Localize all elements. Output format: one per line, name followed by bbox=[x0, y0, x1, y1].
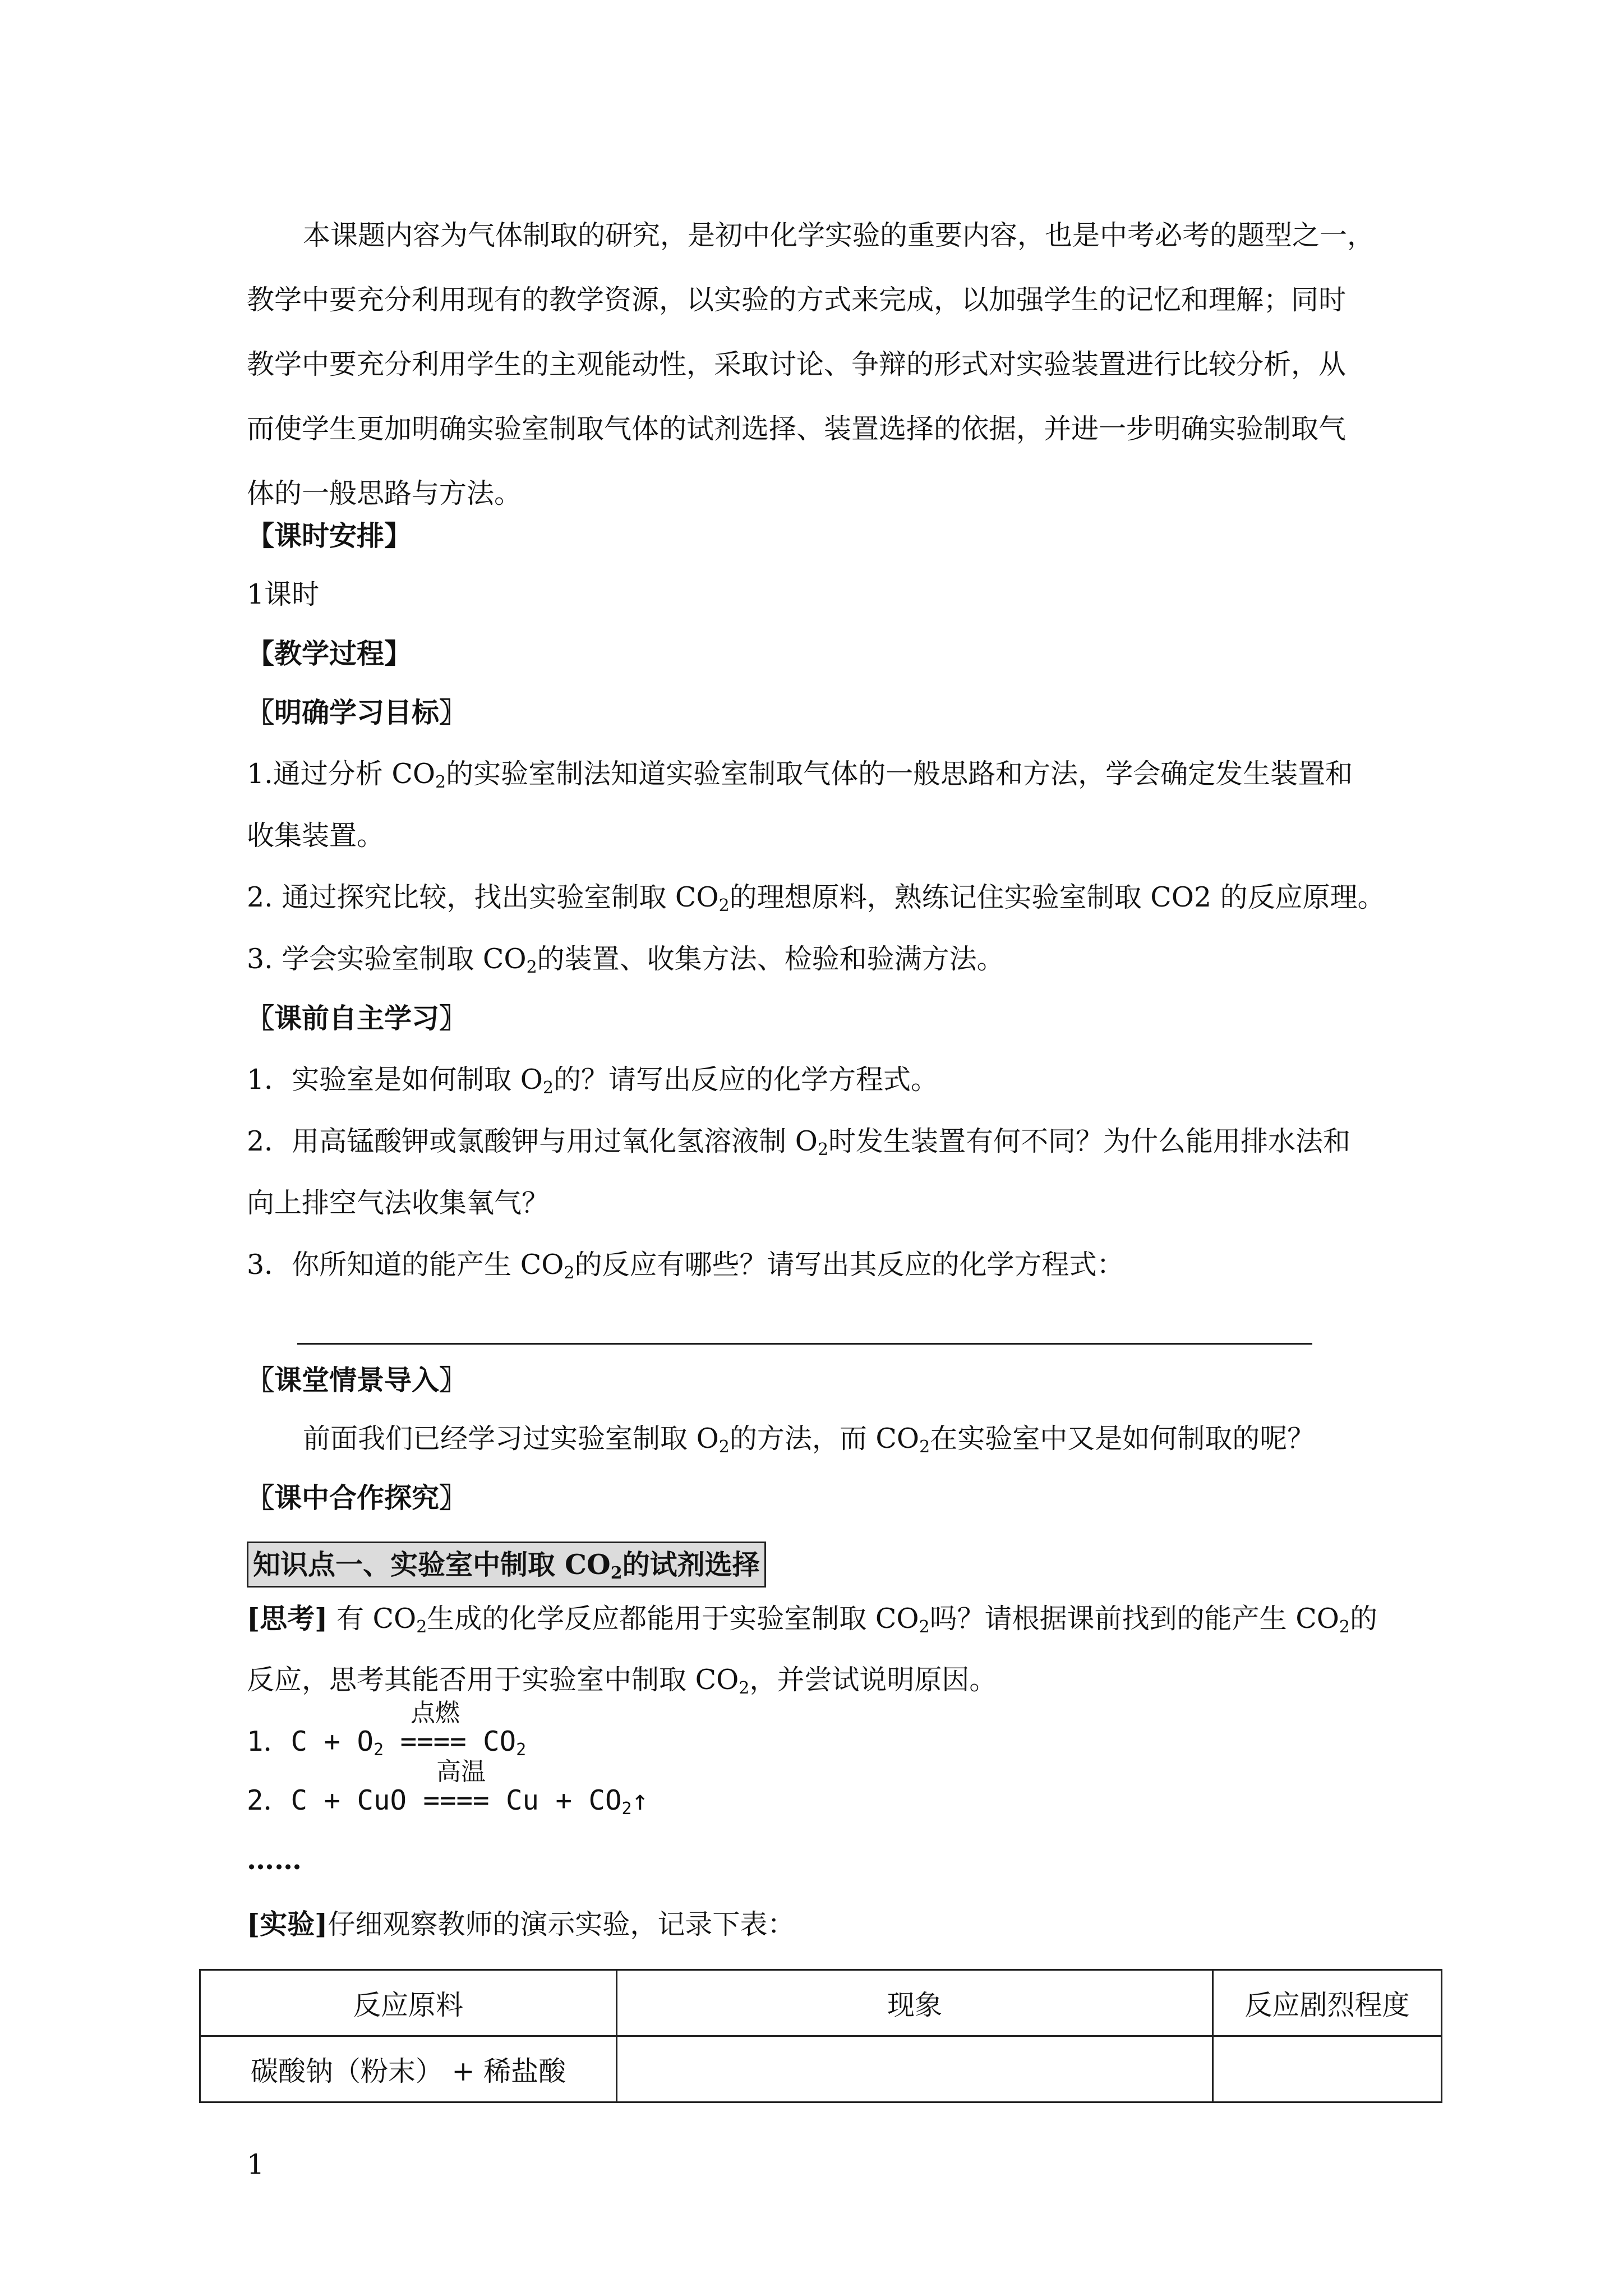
heading-goals: 〖明确学习目标〗 bbox=[247, 696, 467, 729]
table-header: 反应原料 bbox=[200, 1970, 617, 2036]
heading-process: 【教学过程】 bbox=[247, 637, 412, 670]
intro-line-5: 体的一般思路与方法。 bbox=[247, 477, 522, 509]
think-line-2: 反应，思考其能否用于实验室中制取 $CO_2$，并尝试说明原因。 bbox=[247, 1664, 997, 1698]
schedule-text: 1课时 bbox=[247, 578, 320, 610]
self-q2: 2．用高锰酸钾或氯酸钾与用过氧化氢溶液制 $O_2$时发生装置有何不同？为什么能用排水法和 bbox=[247, 1125, 1351, 1159]
self-q2-cont: 向上排空气法收集氧气？ bbox=[247, 1187, 550, 1219]
table-header: 反应剧烈程度 bbox=[1213, 1970, 1442, 2036]
table-row bbox=[200, 2036, 1442, 2102]
self-q1: 1．实验室是如何制取 $O_2$的？请写出反应的化学方程式。 bbox=[247, 1064, 939, 1098]
intro-line-2: 教学中要充分利用现有的教学资源，以实验的方式来完成，以加强学生的记忆和理解；同时 bbox=[247, 284, 1347, 316]
table-header-row bbox=[200, 1970, 1442, 2036]
table-header: 现象 bbox=[617, 1970, 1213, 2036]
intro-line-1: 本课题内容为气体制取的研究，是初中化学实验的重要内容，也是中考必考的题型之一， bbox=[303, 219, 1375, 251]
goal-1-cont: 收集装置。 bbox=[247, 820, 385, 852]
goal-2: 2. 通过探究比较，找出实验室制取 $CO_2$的理想原料，熟练记住实验室制取 CO2 的反应原理。 bbox=[247, 881, 1385, 915]
intro-line-3: 教学中要充分利用学生的主观能动性，采取讨论、争辩的形式对实验装置进行比较分析，从 bbox=[247, 348, 1347, 380]
table-cell: 碳酸钠（粉末） + 稀盐酸 bbox=[200, 2036, 617, 2102]
experiment-table bbox=[199, 1969, 1442, 2103]
self-q3: 3．你所知道的能产生 $CO_2$的反应有哪些？请写出其反应的化学方程式： bbox=[247, 1249, 1124, 1283]
heading-scene: 〖课堂情景导入〗 bbox=[247, 1364, 467, 1396]
heading-schedule: 【课时安排】 bbox=[247, 519, 412, 552]
intro-line-4: 而使学生更加明确实验室制取气体的试剂选择、装置选择的依据，并进一步明确实验制取气 bbox=[247, 413, 1347, 445]
knowledge-point-1: 知识点一、实验室中制取 $CO_2$的试剂选择 bbox=[247, 1542, 766, 1588]
goal-1: 1.通过分析 $CO_2$的实验室制法知道实验室制取气体的一般思路和方法，学会确定发生装置和 bbox=[247, 758, 1353, 792]
page-number: 1 bbox=[247, 2148, 265, 2180]
table-cell[interactable] bbox=[617, 2036, 1213, 2102]
goal-3: 3. 学会实验室制取 $CO_2$的装置、收集方法、检验和验满方法。 bbox=[247, 943, 1004, 977]
answer-line bbox=[297, 1343, 1312, 1345]
heading-cooperation: 〖课中合作探究〗 bbox=[247, 1481, 467, 1514]
equation-2: 2．C + CuO ==== $Cu + CO_2↑$ bbox=[247, 1784, 649, 1819]
equation-1: 1．$C + O_2$ ==== $CO_2$ bbox=[247, 1726, 527, 1760]
table-cell[interactable] bbox=[1213, 2036, 1442, 2102]
condition-ignite: 点燃 bbox=[411, 1699, 460, 1727]
experiment-line: [实验]仔细观察教师的演示实验，记录下表： bbox=[247, 1908, 795, 1940]
scene-text: 前面我们已经学习过实验室制取 $O_2$的方法，而 $CO_2$在实验室中又是如何制取的呢？ bbox=[303, 1423, 1315, 1457]
condition-high-temp: 高温 bbox=[436, 1757, 486, 1786]
think-line-1: [思考] 有 $CO_2$生成的化学反应都能用于实验室制取 $CO_2$吗？请根据课前找到的能产生 $CO_2$的 bbox=[247, 1602, 1377, 1637]
heading-self-study: 〖课前自主学习〗 bbox=[247, 1002, 467, 1034]
ellipsis: …… bbox=[247, 1843, 302, 1876]
